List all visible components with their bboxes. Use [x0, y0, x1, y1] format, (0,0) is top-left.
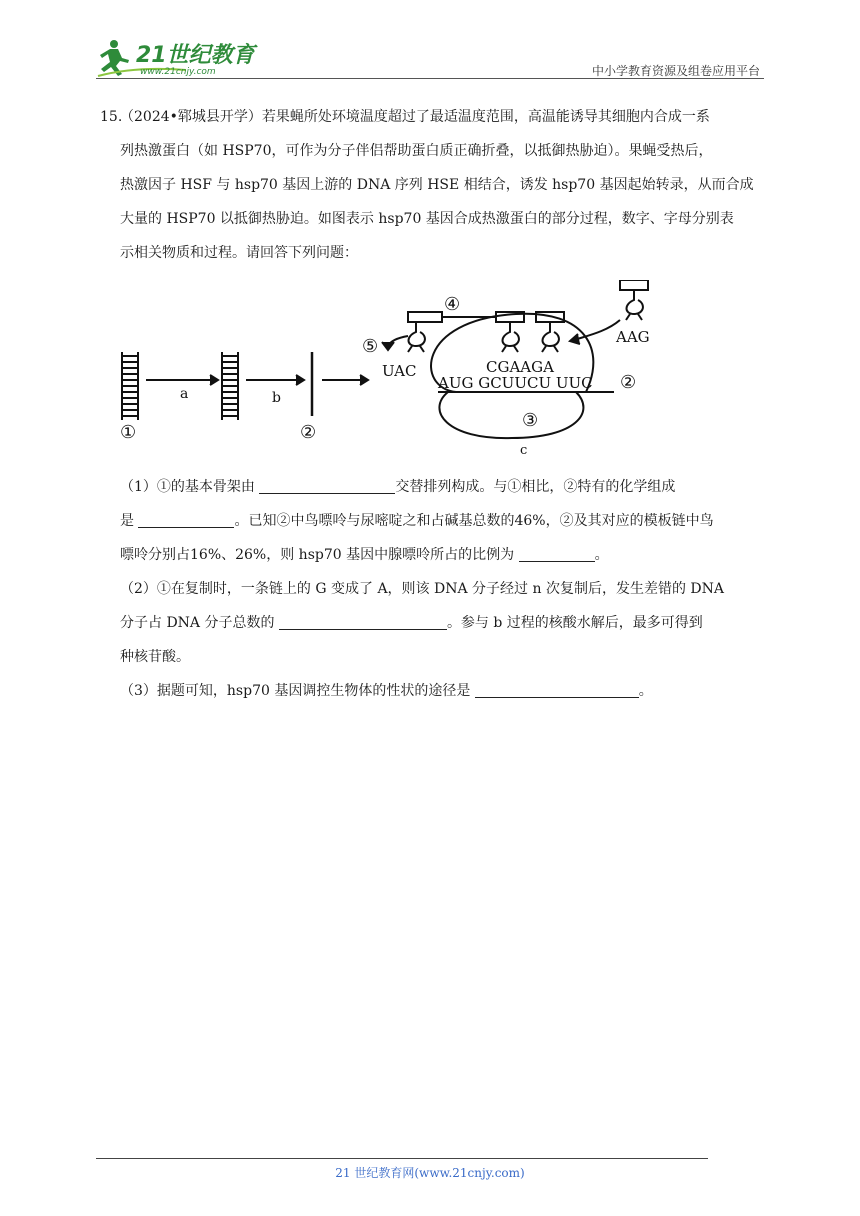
- sub-question-3: [100, 674, 764, 708]
- label-b: b: [272, 390, 281, 406]
- sub3-line-1: （3）据题可知，hsp70 基因调控生物体的性状的途径是 。: [120, 683, 653, 699]
- question-line-5: 示相关物质和过程。请回答下列问题：: [120, 245, 358, 261]
- label-4: ④: [444, 294, 461, 315]
- question-line-2: 列热激蛋白（如 HSP70，可作为分子伴侣帮助蛋白质正确折叠，以抵御热胁迫）。果蝇受热后，: [120, 143, 713, 159]
- footer-text: 21 世纪教育网(www.21cnjy.com): [335, 1166, 525, 1180]
- logo-text: 21世纪教育: [136, 43, 255, 68]
- mrna-codons: AUG GCUUCU UUC: [438, 374, 593, 392]
- sub2-line-3: 种核苷酸。: [120, 649, 190, 665]
- trna-left: [409, 322, 425, 346]
- blank-4[interactable]: [279, 613, 447, 630]
- sub2-line-2: 分子占 DNA 分子总数的 。参与 b 过程的核酸水解后，最多可得到: [120, 615, 703, 631]
- peptide-box-4: [620, 280, 648, 290]
- question-line-3: 热激因子 HSF 与 hsp70 基因上游的 DNA 序列 HSE 相结合，诱发 hsp70 基因起始转录，从而合成: [120, 177, 754, 193]
- question-stem: [100, 100, 764, 270]
- label-2a: ②: [300, 422, 317, 443]
- question-line-4: 大量的 HSP70 以抵御热胁迫。如图表示 hsp70 基因合成热激蛋白的部分过程，数字、字母分别表: [120, 211, 734, 227]
- footer-divider: [96, 1158, 708, 1159]
- trna-right: [627, 290, 643, 314]
- anticodon-mid: CGAAGA: [486, 358, 554, 376]
- blank-2[interactable]: [138, 511, 234, 528]
- blank-5[interactable]: [475, 681, 639, 698]
- sub2-line-1: （2）①在复制时，一条链上的 G 变成了 A，则该 DNA 分子经过 n 次复制后，发生差错的 DNA: [120, 581, 724, 597]
- arrow-b-head: [296, 375, 304, 385]
- anticodon-right: AAG: [616, 328, 650, 346]
- sub-question-1: [100, 470, 764, 572]
- dna-ladder-1: [122, 352, 138, 420]
- logo-url: www.21cnjy.com: [140, 67, 216, 77]
- gene-expression-diagram: [116, 280, 664, 460]
- platform-name: 中小学教育资源及组卷应用平台: [591, 64, 760, 78]
- trna-mid-1: [503, 322, 519, 346]
- sub-question-2: [100, 572, 764, 674]
- question-line-1: 15.（2024•郓城县开学）若果蝇所处环境温度超过了最适温度范围，高温能诱导其细胞内合成一系: [100, 100, 764, 134]
- peptide-box-1: [408, 312, 442, 322]
- blank-1[interactable]: [259, 477, 395, 494]
- sub1-line-3: 嘌呤分别占16%、26%，则 hsp70 基因中腺嘌呤所占的比例为 。: [120, 547, 609, 563]
- label-c: c: [520, 443, 528, 458]
- anticodon-left: UAC: [382, 362, 417, 380]
- dna-ladder-2: [222, 352, 238, 420]
- arrow-a-head: [210, 375, 218, 385]
- label-1: ①: [120, 422, 137, 443]
- label-5: ⑤: [362, 336, 379, 357]
- header-divider: [96, 78, 764, 79]
- question-number: 15.: [100, 109, 123, 125]
- label-3: ③: [522, 410, 539, 431]
- blank-3[interactable]: [519, 545, 595, 562]
- sub1-line-2: 是 。已知②中鸟嘌呤与尿嘧啶之和占碱基总数的46%，②及其对应的模板链中鸟: [120, 513, 714, 529]
- ribosome-small-subunit: [439, 392, 583, 438]
- trna-mid-2: [543, 322, 559, 346]
- page-header: [96, 36, 764, 80]
- arrow-translation-head: [360, 375, 368, 385]
- label-a: a: [180, 386, 189, 402]
- label-2b: ②: [620, 372, 637, 393]
- sub1-line-1: （1）①的基本骨架由 交替排列构成。与①相比，②特有的化学组成: [120, 479, 676, 495]
- logo: [96, 36, 266, 78]
